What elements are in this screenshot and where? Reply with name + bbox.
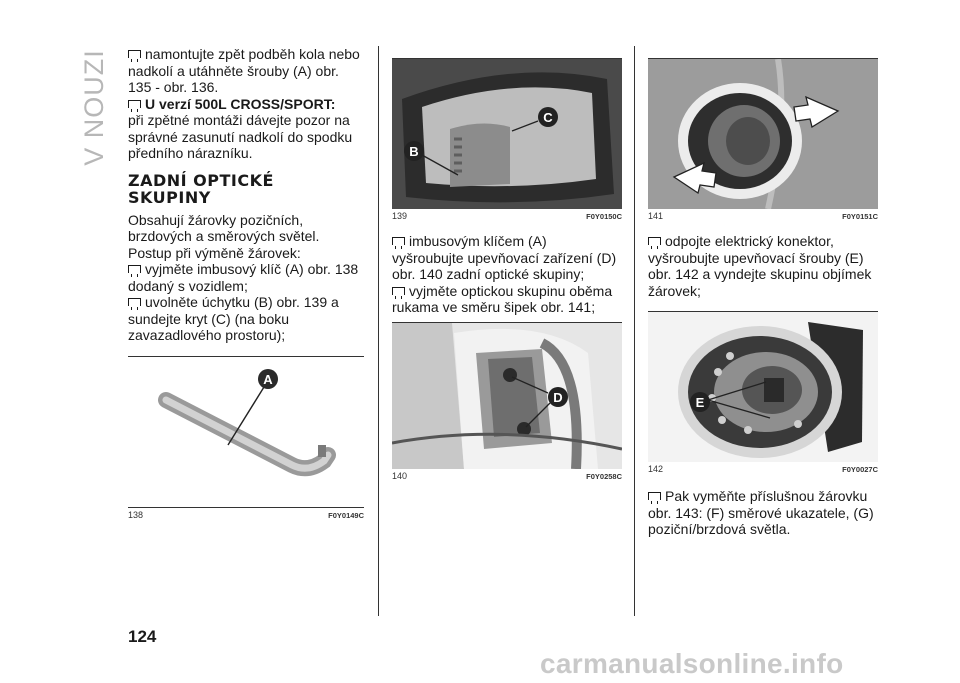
figure-number: 140 [392, 470, 408, 481]
section-tab [74, 48, 114, 166]
figure-code: F0Y0151C [842, 212, 878, 221]
list-item: uvolněte úchytku (B) obr. 139 a sundejte kryt (C) (na boku zavazadlového prostoru); [128, 294, 339, 343]
list-item: vyjměte optickou skupinu oběma rukama ve směru šipek obr. 141; [392, 282, 613, 315]
subheading: U verzí 500L CROSS/SPORT: [128, 96, 364, 113]
list-item: vyjměte imbusový klíč (A) obr. 138 dodaný s vozidlem; [128, 261, 359, 294]
svg-text:D: D [553, 389, 563, 405]
bullet-icon [128, 50, 141, 58]
paragraph: namontujte zpět podběh kola nebo nadkolí a utáhněte šrouby (A) obr. 135 - obr. 136. [128, 46, 360, 95]
figure-138 [128, 357, 364, 507]
list-item: odpojte elektrický konektor, vyšroubujte upevňovací šrouby (E) obr. 142 a vyndejte skupinu objímek žárovek; [648, 233, 872, 299]
section-heading: ZADNÍ OPTICKÉ SKUPINY [128, 170, 274, 207]
svg-text:E: E [695, 395, 705, 410]
bullet-icon [128, 298, 141, 306]
paragraph: Obsahují žárovky pozičních, brzdových a směrových světel. Postup při výměně žárovek: [128, 211, 320, 261]
column-2 [392, 46, 622, 481]
figure-code: F0Y0027C [842, 465, 878, 474]
figure-code: F0Y0149C [328, 510, 364, 520]
figure-code: F0Y0258C [586, 471, 622, 481]
figure-code: F0Y0150C [586, 212, 622, 221]
figure-number: 142 [648, 464, 664, 474]
watermark: carmanualsonline.info [540, 648, 844, 679]
svg-text:C: C [543, 110, 553, 125]
figure-141 [648, 59, 878, 209]
figure-142 [648, 312, 878, 462]
figure-140 [392, 323, 622, 469]
section-tab-label: V NOUZI [78, 48, 109, 166]
column-divider [634, 46, 635, 616]
column-divider [378, 46, 379, 616]
svg-text:B: B [409, 144, 419, 159]
list-item: Pak vyměňte příslušnou žárovku obr. 143: (F) směrové ukazatele, (G) poziční/brzdová světla. [648, 488, 874, 537]
page-number: 124 [128, 627, 157, 646]
bullet-icon [392, 287, 405, 295]
bullet-icon [392, 237, 405, 245]
paragraph: při zpětné montáži dávejte pozor na správné zasunutí nadkolí do spodku předního nárazníku. [128, 112, 353, 161]
figure-number: 138 [128, 509, 144, 520]
bullet-icon [128, 265, 141, 273]
bullet-icon [648, 492, 661, 500]
list-item: imbusovým klíčem (A) vyšroubujte upevňovací zařízení (D) obr. 140 zadní optické skupiny; [392, 233, 617, 282]
figure-number: 141 [648, 211, 664, 221]
column-3 [648, 46, 878, 538]
figure-number: 139 [392, 211, 408, 221]
figure-139 [392, 59, 622, 209]
column-1 [128, 46, 364, 520]
bullet-icon [648, 237, 661, 245]
bullet-icon [128, 100, 141, 108]
svg-text:A: A [263, 371, 273, 387]
